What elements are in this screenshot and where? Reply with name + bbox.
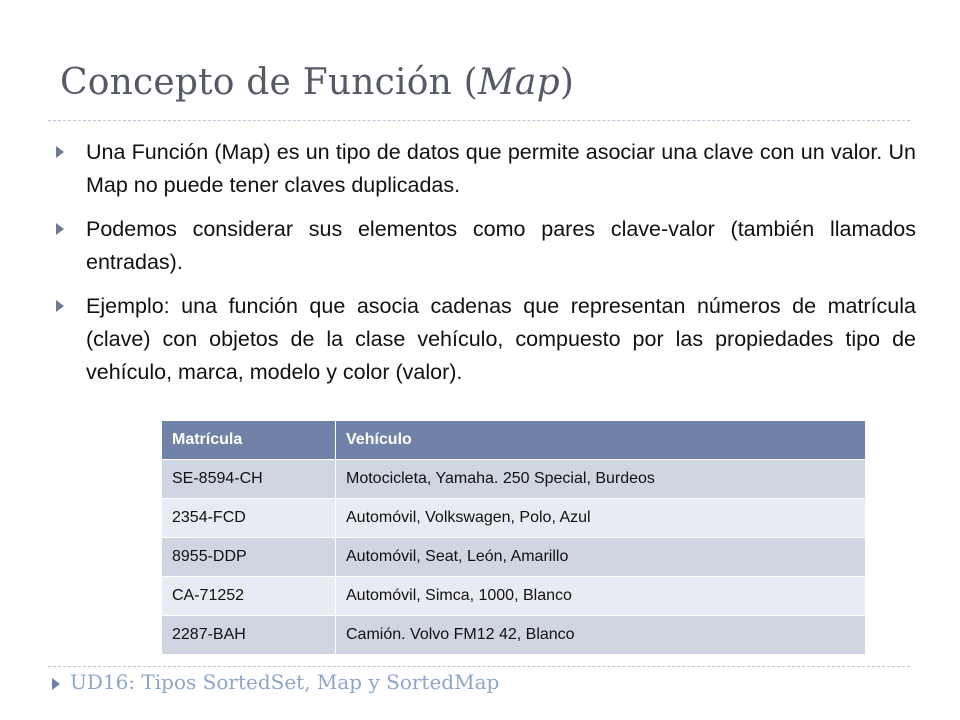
title-italic: Map [477, 62, 560, 103]
bullet-item [56, 213, 916, 279]
cell-vehiculo: Camión. Volvo FM12 42, Blanco [336, 616, 866, 655]
cell-matricula: 2354-FCD [162, 499, 336, 538]
table-row [162, 577, 866, 616]
cell-matricula: CA-71252 [162, 577, 336, 616]
triangle-bullet-icon [56, 300, 64, 312]
table-row [162, 616, 866, 655]
cell-vehiculo: Motocicleta, Yamaha. 250 Special, Burdeos [336, 460, 866, 499]
cell-vehiculo: Automóvil, Seat, León, Amarillo [336, 538, 866, 577]
column-header-matricula: Matrícula [162, 421, 336, 460]
column-header-vehiculo: Vehículo [336, 421, 866, 460]
bullet-text: Podemos considerar sus elementos como pares clave-valor (también llamados entradas). [86, 217, 916, 274]
footer-divider [48, 666, 910, 667]
slide-title [60, 62, 574, 103]
vehicle-map-table [161, 420, 866, 655]
title-close: ) [559, 62, 575, 103]
triangle-bullet-icon [56, 146, 64, 158]
table-row [162, 538, 866, 577]
footer-triangle-icon [52, 678, 60, 690]
title-divider [48, 120, 910, 121]
bullet-item [56, 290, 916, 389]
cell-matricula: 2287-BAH [162, 616, 336, 655]
bullet-text: Ejemplo: una función que asocia cadenas que representan números de matrícula (clave) con objetos de la clase vehículo, compuesto por las propiedades tipo de vehículo, marca, modelo y color (valor). [86, 294, 916, 384]
cell-matricula: SE-8594-CH [162, 460, 336, 499]
cell-vehiculo: Automóvil, Simca, 1000, Blanco [336, 577, 866, 616]
cell-matricula: 8955-DDP [162, 538, 336, 577]
table-header-row [162, 421, 866, 460]
bullet-item [56, 136, 916, 202]
table-row [162, 460, 866, 499]
footer-text: UD16: Tipos SortedSet, Map y SortedMap [70, 670, 500, 694]
title-text: Concepto de Función ( [60, 62, 478, 103]
table-row [162, 499, 866, 538]
bullet-list [56, 136, 916, 400]
bullet-text: Una Función (Map) es un tipo de datos que permite asociar una clave con un valor. Un Map no puede tener claves duplicadas. [86, 140, 916, 197]
triangle-bullet-icon [56, 223, 64, 235]
cell-vehiculo: Automóvil, Volkswagen, Polo, Azul [336, 499, 866, 538]
